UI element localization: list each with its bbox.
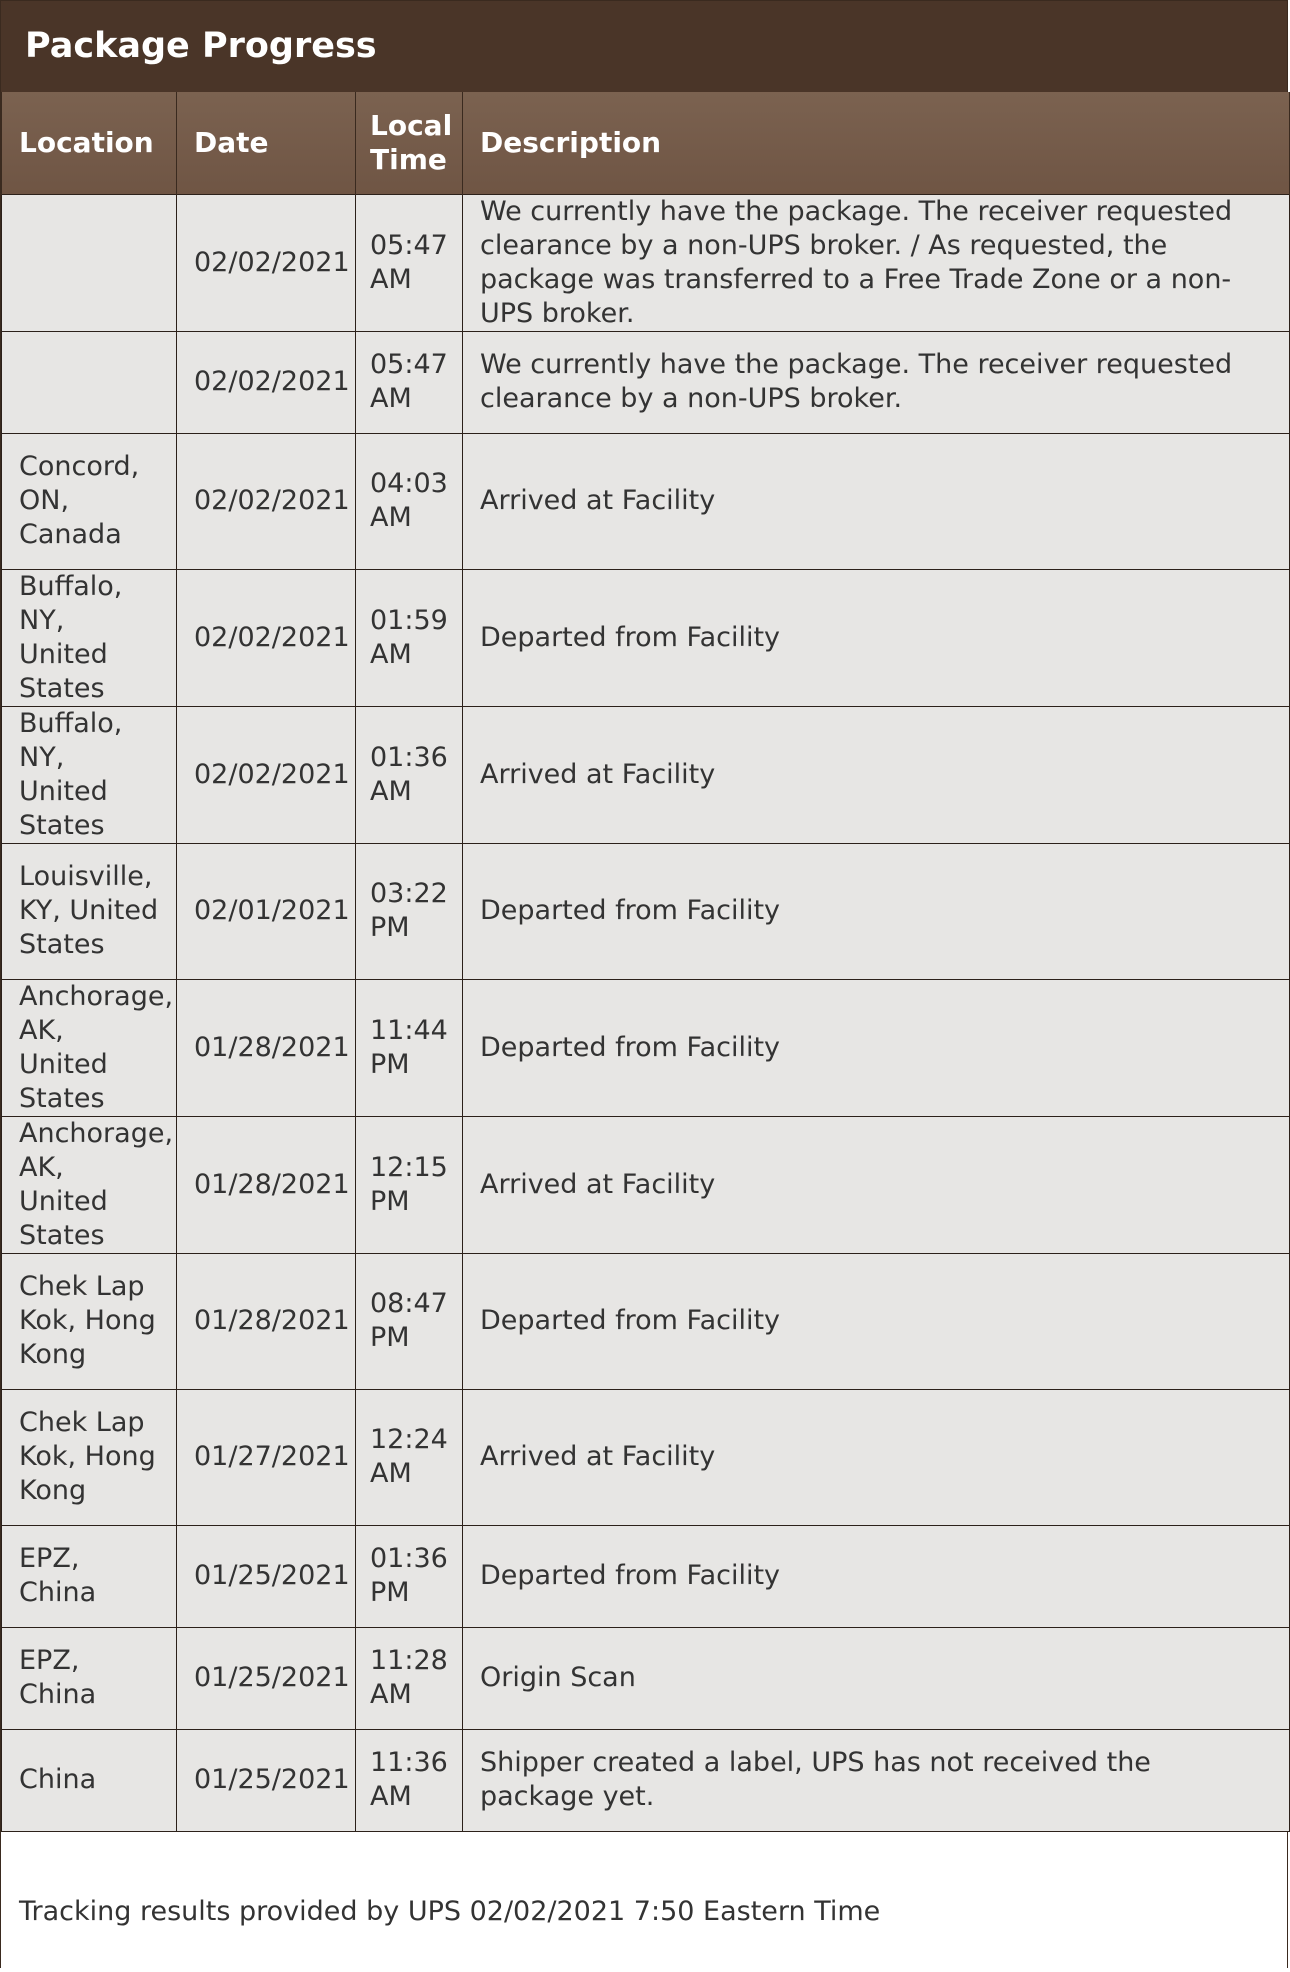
cell-location: Chek Lap Kok, Hong Kong — [2, 1253, 177, 1389]
cell-location: Anchorage, AK, United States — [2, 979, 177, 1116]
cell-date: 01/25/2021 — [177, 1525, 356, 1627]
table-row — [2, 1627, 1290, 1729]
cell-date: 02/02/2021 — [177, 706, 356, 843]
cell-date: 02/02/2021 — [177, 569, 356, 706]
cell-date: 01/25/2021 — [177, 1627, 356, 1729]
cell-time: 03:22 PM — [356, 843, 463, 979]
cell-description: Origin Scan — [463, 1627, 1290, 1729]
cell-date: 01/25/2021 — [177, 1729, 356, 1831]
cell-description: Departed from Facility — [463, 1253, 1290, 1389]
cell-time: 01:59 AM — [356, 569, 463, 706]
cell-description: Departed from Facility — [463, 1525, 1290, 1627]
table-row — [2, 1389, 1290, 1525]
cell-date: 02/02/2021 — [177, 433, 356, 569]
cell-date: 01/27/2021 — [177, 1389, 356, 1525]
table-row — [2, 433, 1290, 569]
cell-time: 12:15 PM — [356, 1116, 463, 1253]
cell-date: 01/28/2021 — [177, 1253, 356, 1389]
table-row — [2, 1525, 1290, 1627]
cell-location: Buffalo, NY, United States — [2, 569, 177, 706]
column-header-local-time-line1: Local — [370, 108, 453, 142]
page-title: Package Progress — [1, 1, 1287, 92]
tracking-footer-note: Tracking results provided by UPS 02/02/2021 7:50 Eastern Time — [1, 1832, 1287, 1972]
cell-location: EPZ, China — [2, 1525, 177, 1627]
table-row — [2, 1116, 1290, 1253]
cell-time: 12:24 AM — [356, 1389, 463, 1525]
cell-time: 11:36 AM — [356, 1729, 463, 1831]
table-header-row — [2, 92, 1290, 194]
cell-time: 08:47 PM — [356, 1253, 463, 1389]
table-row — [2, 331, 1290, 433]
column-header-date: Date — [177, 92, 356, 194]
cell-time: 05:47 AM — [356, 194, 463, 331]
cell-location: China — [2, 1729, 177, 1831]
column-header-local-time — [356, 92, 463, 194]
cell-date: 01/28/2021 — [177, 1116, 356, 1253]
column-header-description: Description — [463, 92, 1290, 194]
column-header-location: Location — [2, 92, 177, 194]
cell-description: We currently have the package. The receiver requested clearance by a non-UPS broker. / As requested, the package was transferred to a Free Trade Zone or a non-UPS broker. — [463, 194, 1290, 331]
table-row — [2, 979, 1290, 1116]
cell-description: Departed from Facility — [463, 569, 1290, 706]
column-header-local-time-line2: Time — [370, 142, 447, 176]
cell-location: Anchorage, AK, United States — [2, 1116, 177, 1253]
tracking-table — [1, 92, 1290, 1832]
cell-description: Arrived at Facility — [463, 433, 1290, 569]
table-row — [2, 194, 1290, 331]
cell-date: 02/01/2021 — [177, 843, 356, 979]
cell-date: 02/02/2021 — [177, 194, 356, 331]
cell-description: Departed from Facility — [463, 843, 1290, 979]
cell-description: We currently have the package. The receiver requested clearance by a non-UPS broker. — [463, 331, 1290, 433]
cell-description: Departed from Facility — [463, 979, 1290, 1116]
cell-description: Arrived at Facility — [463, 1389, 1290, 1525]
cell-time: 05:47 AM — [356, 331, 463, 433]
cell-location: EPZ, China — [2, 1627, 177, 1729]
cell-time: 04:03 AM — [356, 433, 463, 569]
table-row — [2, 1253, 1290, 1389]
cell-time: 11:44 PM — [356, 979, 463, 1116]
cell-time: 01:36 AM — [356, 706, 463, 843]
cell-date: 01/28/2021 — [177, 979, 356, 1116]
table-row — [2, 1729, 1290, 1831]
cell-location — [2, 331, 177, 433]
table-row — [2, 843, 1290, 979]
cell-location: Buffalo, NY, United States — [2, 706, 177, 843]
cell-location: Louisville, KY, United States — [2, 843, 177, 979]
cell-description: Shipper created a label, UPS has not received the package yet. — [463, 1729, 1290, 1831]
cell-location: Chek Lap Kok, Hong Kong — [2, 1389, 177, 1525]
cell-location: Concord, ON, Canada — [2, 433, 177, 569]
cell-description: Arrived at Facility — [463, 1116, 1290, 1253]
cell-date: 02/02/2021 — [177, 331, 356, 433]
cell-description: Arrived at Facility — [463, 706, 1290, 843]
cell-time: 11:28 AM — [356, 1627, 463, 1729]
table-row — [2, 569, 1290, 706]
table-row — [2, 706, 1290, 843]
cell-time: 01:36 PM — [356, 1525, 463, 1627]
cell-location — [2, 194, 177, 331]
